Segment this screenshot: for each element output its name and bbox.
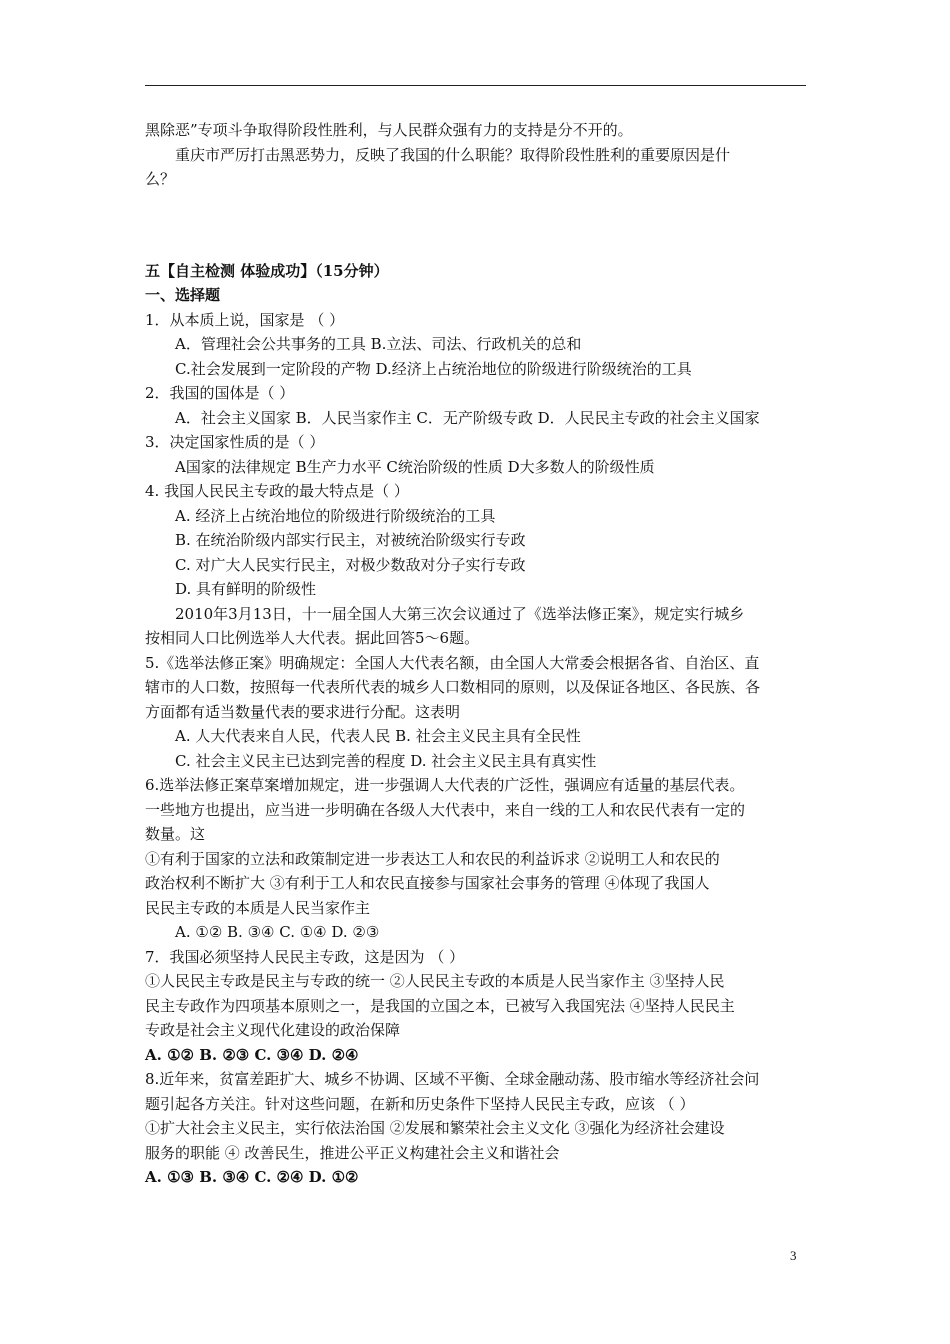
q7-stem-2: ①人民民主专政是民主与专政的统一 ②人民民主专政的本质是人民当家作主 ③坚持人民: [145, 972, 725, 990]
intro-question: 重庆市严厉打击黑恶势力，反映了我国的什么职能？取得阶段性胜利的重要原因是什: [175, 145, 731, 164]
q6-stem-5: 政治权利不断扩大 ③有利于工人和农民直接参与国家社会事务的管理 ④体现了我国人: [145, 874, 710, 892]
intro-line: 黑除恶”专项斗争取得阶段性胜利，与人民群众强有力的支持是分不开的。: [145, 121, 633, 139]
q8-stem-4: 服务的职能 ④ 改善民生，推进公平正义构建社会主义和谐社会: [145, 1143, 560, 1162]
q4-option-c: C. 对广大人民实行民主，对极少数敌对分子实行专政: [175, 555, 526, 574]
q3-options: A国家的法律规定 B生产力水平 C统治阶级的性质 D大多数人的阶级性质: [175, 457, 655, 476]
intro-question-cont: 么？: [145, 170, 176, 188]
q2-options: A．社会主义国家 B．人民当家作主 C．无产阶级专政 D．人民民主专政的社会主义国家: [175, 408, 760, 427]
q6-stem-1: 6.选举法修正案草案增加规定，进一步强调人大代表的广泛性，强调应有适量的基层代表。: [145, 776, 745, 794]
q8-stem-1: 8.近年来，贫富差距扩大、城乡不协调、区域不平衡、全球金融动荡、股市缩水等经济社会问: [145, 1070, 760, 1088]
q5-options-2: C. 社会主义民主已达到完善的程度 D. 社会主义民主具有真实性: [175, 751, 597, 770]
q3-stem: 3．决定国家性质的是（ ）: [145, 433, 325, 451]
q8-stem-2: 题引起各方关注。针对这些问题，在新和历史条件下坚持人民民主专政，应该 （ ）: [145, 1094, 695, 1113]
section-title: 五【自主检测 体验成功】（15分钟）: [145, 261, 389, 280]
q1-options-2: C.社会发展到一定阶段的产物 D.经济上占统治地位的阶级进行阶级统治的工具: [175, 359, 692, 378]
q6-stem-2: 一些地方也提出，应当进一步明确在各级人大代表中，来自一线的工人和农民代表有一定的: [145, 800, 746, 819]
q5-options-1: A. 人大代表来自人民，代表人民 B. 社会主义民主具有全民性: [175, 727, 581, 745]
section-subtitle: 一、选择题: [145, 286, 221, 304]
header-rule: [145, 85, 806, 86]
q4-option-b: B. 在统治阶级内部实行民主，对被统治阶级实行专政: [175, 531, 526, 549]
page-body: [145, 118, 807, 1190]
q5-stem-2: 辖市的人口数，按照每一代表所代表的城乡人口数相同的原则，以及保证各地区、各民族、各: [145, 678, 761, 696]
q6-stem-4: ①有利于国家的立法和政策制定进一步表达工人和农民的利益诉求 ②说明工人和农民的: [145, 849, 720, 868]
q7-stem-3: 民主专政作为四项基本原则之一，是我国的立国之本，已被写入我国宪法 ④坚持人民民主: [145, 996, 735, 1015]
page-number: 3: [790, 1248, 797, 1263]
q4-stem: 4. 我国人民民主专政的最大特点是（ ）: [145, 482, 409, 500]
context-line-1: 2010年3月13日，十一届全国人大第三次会议通过了《选举法修正案》，规定实行城乡: [175, 604, 745, 623]
q7-stem-4: 专政是社会主义现代化建设的政治保障: [145, 1021, 401, 1039]
q6-stem-6: 民民主专政的本质是人民当家作主: [145, 898, 371, 917]
q8-stem-3: ①扩大社会主义民主，实行依法治国 ②发展和繁荣社会主义文化 ③强化为经济社会建设: [145, 1119, 725, 1137]
q5-stem-3: 方面都有适当数量代表的要求进行分配。这表明: [145, 702, 461, 721]
q6-stem-3: 数量。这: [145, 825, 206, 843]
q4-option-a: A. 经济上占统治地位的阶级进行阶级统治的工具: [175, 506, 496, 525]
q6-options: A. ①② B. ③④ C. ①④ D. ②③: [175, 923, 380, 941]
spacer: [145, 192, 807, 259]
q4-option-d: D. 具有鲜明的阶级性: [175, 580, 317, 598]
q8-options: A. ①③ B. ③④ C. ②④ D. ①②: [145, 1168, 359, 1186]
q5-stem-1: 5.《选举法修正案》明确规定：全国人大代表名额，由全国人大常委会根据各省、自治区、直: [145, 653, 760, 672]
context-line-2: 按相同人口比例选举人大代表。据此回答5～6题。: [145, 629, 480, 647]
q1-stem: 1．从本质上说，国家是 （ ）: [145, 310, 345, 329]
q7-options: A. ①② B. ②③ C. ③④ D. ②④: [145, 1045, 359, 1064]
q7-stem-1: 7．我国必须坚持人民民主专政，这是因为 （ ）: [145, 947, 465, 966]
q1-options-1: A．管理社会公共事务的工具 B.立法、司法、行政机关的总和: [175, 335, 582, 353]
q2-stem: 2．我国的国体是（ ）: [145, 384, 295, 402]
